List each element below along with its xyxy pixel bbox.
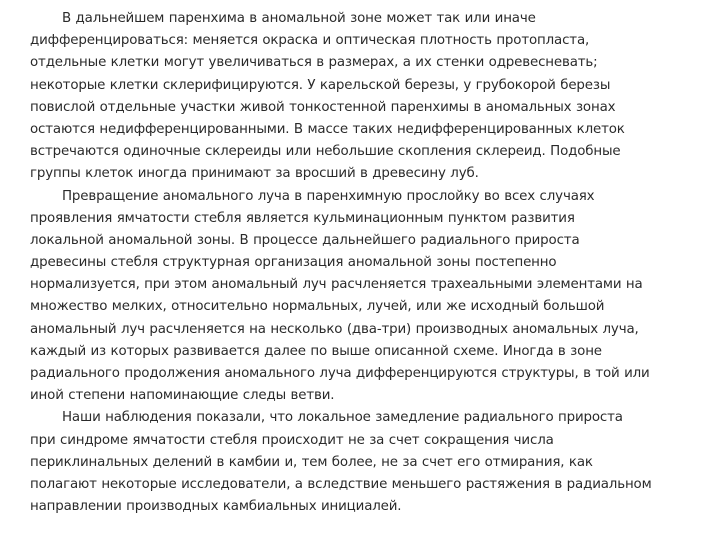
body-text [30, 8, 700, 518]
paragraph-3 [30, 407, 700, 518]
text-line: встречаются одиночные склереиды или небольшие скопления склереид. Подобные [30, 144, 621, 160]
paragraph-2 [30, 186, 700, 408]
text-line: дифференцироваться: меняется окраска и оптическая плотность протопласта, [30, 33, 590, 49]
text-line: группы клеток иногда принимают за вросший в древесину луб. [30, 166, 479, 182]
text-line: повислой отдельные участки живой тонкостенной паренхимы в аномальных зонах [30, 99, 616, 115]
text-line: остаются недифференцированными. В массе таких недифференцированных клеток [30, 121, 625, 137]
text-line: локальной аномальной зоны. В процессе дальнейшего радиального прироста [30, 232, 580, 248]
text-line: нормализуется, при этом аномальный луч расчленяется трахеальными элементами на [30, 277, 643, 293]
text-line: иной степени напоминающие следы ветви. [30, 388, 335, 404]
paragraph-1 [30, 8, 700, 186]
text-line: каждый из которых развивается далее по выше описанной схеме. Иногда в зоне [30, 343, 602, 359]
text-line: радиального продолжения аномального луча дифференцируются структуры, в той или [30, 366, 650, 381]
text-line: аномальный луч расчленяется на несколько (два-три) производных аномальных луча, [30, 321, 639, 337]
text-line: В дальнейшем паренхима в аномальной зоне может так или иначе [62, 11, 536, 26]
text-line: Наши наблюдения показали, что локальное замедление радиального прироста [62, 410, 623, 426]
text-line: полагают некоторые исследователи, а вследствие меньшего растяжения в радиальном [30, 476, 652, 492]
text-line: некоторые клетки склерифицируются. У карельской березы, у грубокорой березы [30, 77, 611, 93]
text-line: древесины стебля структурная организация аномальной зоны постепенно [30, 255, 557, 271]
text-line: проявления ямчатости стебля является кульминационным пунктом развития [30, 210, 575, 226]
text-line: при синдроме ямчатости стебля происходит не за счет сокращения числа [30, 432, 554, 448]
text-line: направлении производных камбиальных инициалей. [30, 499, 402, 515]
text-line: Превращение аномального луча в паренхимную прослойку во всех случаях [62, 188, 595, 204]
text-line: множество мелких, относительно нормальных, лучей, или же исходный большой [30, 299, 605, 315]
text-line: периклинальных делений в камбии и, тем более, не за счет его отмирания, как [30, 454, 593, 470]
text-line: отдельные клетки могут увеличиваться в размерах, а их стенки одревесневать; [30, 55, 598, 71]
